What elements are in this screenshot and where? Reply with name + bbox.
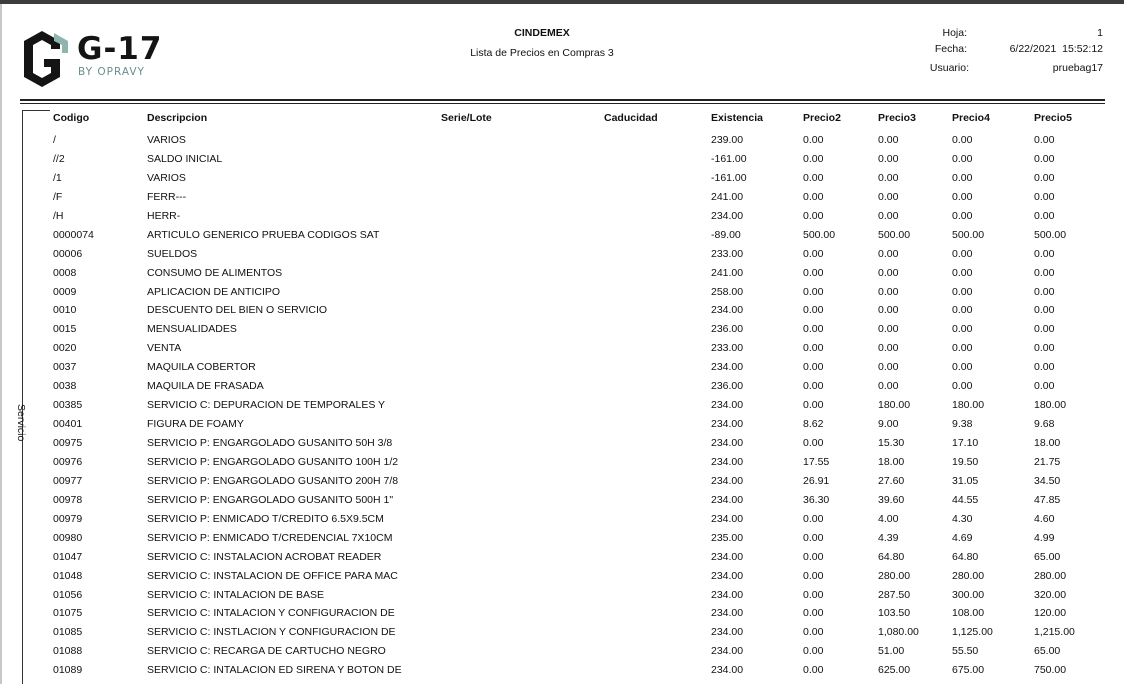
- precio5-cell: 0.00: [1034, 247, 1055, 260]
- descripcion-cell: SERVICIO P: ENGARGOLADO GUSANITO 500H 1": [147, 493, 394, 506]
- descripcion-cell: SERVICIO C: INTALACION ED SIRENA Y BOTON DE: [147, 664, 402, 677]
- precio3-cell: 27.60: [878, 474, 905, 487]
- existencia-cell: 236.00: [711, 380, 744, 393]
- precio5-cell: 0.00: [1034, 304, 1055, 317]
- precio5-cell: 0.00: [1034, 285, 1055, 298]
- existencia-cell: 234.00: [711, 588, 744, 601]
- precio3-cell: 0.00: [878, 342, 899, 355]
- descripcion-cell: APLICACION DE ANTICIPO: [147, 285, 281, 298]
- codigo-cell: /H: [53, 209, 64, 222]
- precio4-cell: 4.69: [952, 531, 973, 544]
- viewer-top-bar: [0, 0, 1124, 4]
- precio3-cell: 280.00: [878, 569, 911, 582]
- precio4-cell: 500.00: [952, 228, 985, 241]
- col-header-precio4: Precio4: [952, 112, 990, 124]
- precio5-cell: 0.00: [1034, 209, 1055, 222]
- precio3-cell: 4.39: [878, 531, 899, 544]
- precio4-cell: 108.00: [952, 607, 985, 620]
- precio4-cell: 0.00: [952, 266, 973, 279]
- table-row: [0, 131, 1124, 150]
- codigo-cell: /F: [53, 190, 63, 203]
- table-row: [0, 510, 1124, 529]
- precio5-cell: 0.00: [1034, 266, 1055, 279]
- precio4-cell: 300.00: [952, 588, 985, 601]
- codigo-cell: 00385: [53, 399, 83, 412]
- existencia-cell: 234.00: [711, 607, 744, 620]
- existencia-cell: 234.00: [711, 455, 744, 468]
- precio4-cell: 0.00: [952, 380, 973, 393]
- descripcion-cell: VARIOS: [147, 171, 186, 184]
- descripcion-cell: CONSUMO DE ALIMENTOS: [147, 266, 283, 279]
- usuario-value: pruebag17: [1052, 62, 1103, 74]
- codigo-cell: 0037: [53, 361, 77, 374]
- existencia-cell: -161.00: [711, 152, 747, 165]
- codigo-cell: 0015: [53, 323, 77, 336]
- precio3-cell: 0.00: [878, 380, 899, 393]
- codigo-cell: 01089: [53, 664, 83, 677]
- descripcion-cell: SERVICIO C: INSTALACION ACROBAT READER: [147, 550, 382, 563]
- precio4-cell: 4.30: [952, 512, 973, 525]
- precio3-cell: 287.50: [878, 588, 911, 601]
- precio5-cell: 0.00: [1034, 152, 1055, 165]
- descripcion-cell: VARIOS: [147, 134, 186, 146]
- precio4-cell: 44.55: [952, 493, 979, 506]
- table-row: [0, 529, 1124, 548]
- precio2-cell: 0.00: [803, 342, 824, 355]
- table-row: [0, 491, 1124, 510]
- descripcion-cell: SERVICIO P: ENGARGOLADO GUSANITO 100H 1/2: [147, 455, 399, 468]
- precio3-cell: 9.00: [878, 418, 899, 431]
- precio3-cell: 0.00: [878, 190, 899, 203]
- codigo-cell: 0038: [53, 380, 77, 393]
- existencia-cell: 233.00: [711, 247, 744, 260]
- precio5-cell: 34.50: [1034, 474, 1061, 487]
- group-label: Servicio: [15, 404, 27, 442]
- descripcion-cell: SERVICIO P: ENGARGOLADO GUSANITO 200H 7/8: [147, 474, 399, 487]
- precio2-cell: 0.00: [803, 607, 824, 620]
- existencia-cell: 234.00: [711, 645, 744, 658]
- precio2-cell: 0.00: [803, 626, 824, 639]
- precio3-cell: 0.00: [878, 209, 899, 222]
- descripcion-cell: VENTA: [147, 342, 182, 355]
- fecha-value: 6/22/2021 15:52:12: [1009, 43, 1103, 55]
- descripcion-cell: SERVICIO C: INSTLACION Y CONFIGURACION DE: [147, 626, 396, 639]
- descripcion-cell: SERVICIO C: DEPURACION DE TEMPORALES Y: [147, 399, 386, 412]
- precio4-cell: 1,125.00: [952, 626, 993, 639]
- table-row: [0, 207, 1124, 226]
- precio2-cell: 0.00: [803, 437, 824, 449]
- precio5-cell: 1,215.00: [1034, 626, 1075, 639]
- existencia-cell: 234.00: [711, 664, 744, 677]
- existencia-cell: 234.00: [711, 474, 744, 487]
- codigo-cell: 01056: [53, 588, 83, 601]
- precio2-cell: 0.00: [803, 285, 824, 298]
- descripcion-cell: SERVICIO P: ENGARGOLADO GUSANITO 50H 3/8: [147, 437, 393, 449]
- precio5-cell: 320.00: [1034, 588, 1067, 601]
- descripcion-cell: SERVICIO C: INTALACION DE BASE: [147, 588, 324, 601]
- precio2-cell: 36.30: [803, 493, 830, 506]
- descripcion-cell: FERR---: [147, 190, 187, 203]
- precio5-cell: 0.00: [1034, 342, 1055, 355]
- precio2-cell: 0.00: [803, 664, 824, 677]
- codigo-cell: 00401: [53, 418, 83, 431]
- precio5-cell: 65.00: [1034, 550, 1061, 563]
- precio3-cell: 39.60: [878, 493, 905, 506]
- precio2-cell: 0.00: [803, 588, 824, 601]
- precio4-cell: 0.00: [952, 361, 973, 374]
- precio2-cell: 0.00: [803, 569, 824, 582]
- usuario-label: Usuario:: [929, 62, 969, 74]
- precio2-cell: 0.00: [803, 550, 824, 563]
- existencia-cell: 234.00: [711, 418, 744, 431]
- header-rule-thick: [20, 99, 1105, 101]
- precio2-cell: 0.00: [803, 247, 824, 260]
- table-row: [0, 377, 1124, 396]
- descripcion-cell: SALDO INICIAL: [147, 152, 223, 165]
- precio3-cell: 15.30: [878, 437, 905, 449]
- precio3-cell: 0.00: [878, 134, 899, 146]
- precio2-cell: 8.62: [803, 418, 824, 431]
- existencia-cell: 234.00: [711, 550, 744, 563]
- precio3-cell: 0.00: [878, 247, 899, 260]
- precio4-cell: 0.00: [952, 247, 973, 260]
- table-row: [0, 434, 1124, 453]
- precio2-cell: 0.00: [803, 531, 824, 544]
- precio3-cell: 0.00: [878, 152, 899, 165]
- codigo-cell: 0009: [53, 285, 77, 298]
- precio4-cell: 280.00: [952, 569, 985, 582]
- precio3-cell: 500.00: [878, 228, 911, 241]
- precio3-cell: 180.00: [878, 399, 911, 412]
- codigo-cell: 0020: [53, 342, 77, 355]
- codigo-cell: 0008: [53, 266, 77, 279]
- col-header-precio2: Precio2: [803, 112, 841, 124]
- codigo-cell: 00980: [53, 531, 83, 544]
- descripcion-cell: HERR-: [147, 209, 181, 222]
- codigo-cell: 00976: [53, 455, 83, 468]
- precio4-cell: 64.80: [952, 550, 979, 563]
- col-header-caducidad: Caducidad: [604, 112, 658, 124]
- precio3-cell: 4.00: [878, 512, 899, 525]
- table-row: [0, 567, 1124, 586]
- descripcion-cell: MAQUILA DE FRASADA: [147, 380, 264, 393]
- codigo-cell: 00978: [53, 493, 83, 506]
- precio4-cell: 55.50: [952, 645, 979, 658]
- logo-subtitle: BY OPRAVY: [78, 66, 145, 78]
- existencia-cell: -89.00: [711, 228, 741, 241]
- precio3-cell: 625.00: [878, 664, 911, 677]
- table-row: [0, 472, 1124, 491]
- table-row: [0, 188, 1124, 207]
- existencia-cell: 234.00: [711, 493, 744, 506]
- precio2-cell: 0.00: [803, 380, 824, 393]
- hoja-label: Hoja:: [942, 27, 967, 39]
- precio2-cell: 17.55: [803, 455, 830, 468]
- col-header-codigo: Codigo: [53, 112, 90, 124]
- descripcion-cell: SERVICIO P: ENMICADO T/CREDENCIAL 7X10CM: [147, 531, 393, 544]
- precio3-cell: 0.00: [878, 323, 899, 336]
- table-row: [0, 339, 1124, 358]
- table-row: [0, 320, 1124, 339]
- codigo-cell: 00979: [53, 512, 83, 525]
- precio3-cell: 0.00: [878, 171, 899, 184]
- existencia-cell: 234.00: [711, 626, 744, 639]
- precio5-cell: 0.00: [1034, 171, 1055, 184]
- existencia-cell: 234.00: [711, 512, 744, 525]
- precio5-cell: 65.00: [1034, 645, 1061, 658]
- existencia-cell: 258.00: [711, 285, 744, 298]
- table-row: [0, 226, 1124, 245]
- existencia-cell: 241.00: [711, 266, 744, 279]
- report-title: Lista de Precios en Compras 3: [470, 47, 614, 59]
- table-row: [0, 150, 1124, 169]
- precio5-cell: 180.00: [1034, 399, 1067, 412]
- precio4-cell: 19.50: [952, 455, 979, 468]
- precio5-cell: 0.00: [1034, 134, 1055, 146]
- existencia-cell: 235.00: [711, 531, 744, 544]
- precio3-cell: 1,080.00: [878, 626, 919, 639]
- header-rule-thin: [20, 103, 1105, 104]
- precio5-cell: 280.00: [1034, 569, 1067, 582]
- precio5-cell: 0.00: [1034, 190, 1055, 203]
- precio3-cell: 0.00: [878, 304, 899, 317]
- descripcion-cell: SERVICIO C: RECARGA DE CARTUCHO NEGRO: [147, 645, 386, 658]
- precio3-cell: 18.00: [878, 455, 905, 468]
- existencia-cell: 234.00: [711, 437, 744, 449]
- table-row: [0, 453, 1124, 472]
- codigo-cell: 01088: [53, 645, 83, 658]
- precio3-cell: 0.00: [878, 285, 899, 298]
- precio2-cell: 0.00: [803, 266, 824, 279]
- price-table-body: [0, 131, 1124, 680]
- table-row: [0, 245, 1124, 264]
- existencia-cell: 234.00: [711, 569, 744, 582]
- existencia-cell: 234.00: [711, 399, 744, 412]
- precio2-cell: 0.00: [803, 171, 824, 184]
- table-row: [0, 642, 1124, 661]
- table-row: [0, 548, 1124, 567]
- precio3-cell: 103.50: [878, 607, 911, 620]
- descripcion-cell: SERVICIO C: INSTALACION DE OFFICE PARA MAC: [147, 569, 398, 582]
- descripcion-cell: SERVICIO P: ENMICADO T/CREDITO 6.5X9.5CM: [147, 512, 384, 525]
- precio4-cell: 675.00: [952, 664, 985, 677]
- precio3-cell: 0.00: [878, 361, 899, 374]
- precio3-cell: 64.80: [878, 550, 905, 563]
- precio2-cell: 0.00: [803, 152, 824, 165]
- precio5-cell: 750.00: [1034, 664, 1067, 677]
- precio5-cell: 9.68: [1034, 418, 1055, 431]
- precio2-cell: 0.00: [803, 190, 824, 203]
- precio5-cell: 500.00: [1034, 228, 1067, 241]
- precio2-cell: 0.00: [803, 134, 824, 146]
- table-row: [0, 415, 1124, 434]
- precio4-cell: 0.00: [952, 304, 973, 317]
- precio4-cell: 180.00: [952, 399, 985, 412]
- existencia-cell: 233.00: [711, 342, 744, 355]
- precio4-cell: 0.00: [952, 323, 973, 336]
- col-header-precio3: Precio3: [878, 112, 916, 124]
- precio3-cell: 51.00: [878, 645, 905, 658]
- descripcion-cell: SUELDOS: [147, 247, 198, 260]
- codigo-cell: 00006: [53, 247, 83, 260]
- descripcion-cell: MAQUILA COBERTOR: [147, 361, 256, 374]
- codigo-cell: 0000074: [53, 228, 94, 241]
- precio2-cell: 0.00: [803, 304, 824, 317]
- codigo-cell: /1: [53, 171, 62, 184]
- company-name: CINDEMEX: [514, 27, 570, 39]
- precio4-cell: 0.00: [952, 209, 973, 222]
- precio2-cell: 0.00: [803, 399, 824, 412]
- precio4-cell: 17.10: [952, 437, 979, 449]
- precio2-cell: 0.00: [803, 323, 824, 336]
- col-header-serie-lote: Serie/Lote: [441, 112, 492, 124]
- codigo-cell: 0010: [53, 304, 77, 317]
- existencia-cell: 241.00: [711, 190, 744, 203]
- precio2-cell: 500.00: [803, 228, 836, 241]
- precio4-cell: 0.00: [952, 285, 973, 298]
- hoja-value: 1: [1097, 27, 1103, 39]
- descripcion-cell: DESCUENTO DEL BIEN O SERVICIO: [147, 304, 328, 317]
- precio2-cell: 26.91: [803, 474, 830, 487]
- col-header-existencia: Existencia: [711, 112, 763, 124]
- precio5-cell: 4.60: [1034, 512, 1055, 525]
- table-row: [0, 586, 1124, 605]
- logo-text: G-17: [77, 31, 163, 67]
- col-header-descripcion: Descripcion: [147, 112, 208, 124]
- descripcion-cell: SERVICIO C: INTALACION Y CONFIGURACION DE: [147, 607, 395, 620]
- existencia-cell: 234.00: [711, 304, 744, 317]
- descripcion-cell: MENSUALIDADES: [147, 323, 237, 336]
- existencia-cell: 236.00: [711, 323, 744, 336]
- group-bracket-top: [22, 110, 50, 111]
- table-row: [0, 283, 1124, 302]
- precio4-cell: 0.00: [952, 152, 973, 165]
- codigo-cell: 01047: [53, 550, 83, 563]
- precio4-cell: 0.00: [952, 190, 973, 203]
- precio5-cell: 4.99: [1034, 531, 1055, 544]
- existencia-cell: 239.00: [711, 134, 744, 146]
- descripcion-cell: ARTICULO GENERICO PRUEBA CODIGOS SAT: [147, 228, 380, 241]
- table-row: [0, 623, 1124, 642]
- precio5-cell: 0.00: [1034, 380, 1055, 393]
- table-row: [0, 358, 1124, 377]
- codigo-cell: 00977: [53, 474, 83, 487]
- table-row: [0, 604, 1124, 623]
- existencia-cell: 234.00: [711, 209, 744, 222]
- codigo-cell: 00975: [53, 437, 83, 449]
- descripcion-cell: FIGURA DE FOAMY: [147, 418, 244, 431]
- precio4-cell: 0.00: [952, 342, 973, 355]
- precio2-cell: 0.00: [803, 645, 824, 658]
- codigo-cell: 01075: [53, 607, 83, 620]
- precio5-cell: 120.00: [1034, 607, 1067, 620]
- existencia-cell: 234.00: [711, 361, 744, 374]
- fecha-label: Fecha:: [934, 43, 967, 55]
- precio2-cell: 0.00: [803, 209, 824, 222]
- col-header-precio5: Precio5: [1034, 112, 1072, 124]
- codigo-cell: //2: [53, 152, 65, 165]
- existencia-cell: -161.00: [711, 171, 747, 184]
- table-row: [0, 169, 1124, 188]
- precio3-cell: 0.00: [878, 266, 899, 279]
- table-row: [0, 661, 1124, 680]
- codigo-cell: /: [53, 134, 56, 146]
- precio4-cell: 9.38: [952, 418, 973, 431]
- precio5-cell: 47.85: [1034, 493, 1061, 506]
- precio5-cell: 0.00: [1034, 323, 1055, 336]
- precio5-cell: 21.75: [1034, 455, 1061, 468]
- precio4-cell: 0.00: [952, 171, 973, 184]
- table-row: [0, 396, 1124, 415]
- precio5-cell: 18.00: [1034, 437, 1061, 449]
- precio2-cell: 0.00: [803, 361, 824, 374]
- table-row: [0, 264, 1124, 283]
- table-row: [0, 301, 1124, 320]
- precio2-cell: 0.00: [803, 512, 824, 525]
- precio5-cell: 0.00: [1034, 361, 1055, 374]
- precio4-cell: 31.05: [952, 474, 979, 487]
- codigo-cell: 01085: [53, 626, 83, 639]
- codigo-cell: 01048: [53, 569, 83, 582]
- precio4-cell: 0.00: [952, 134, 973, 146]
